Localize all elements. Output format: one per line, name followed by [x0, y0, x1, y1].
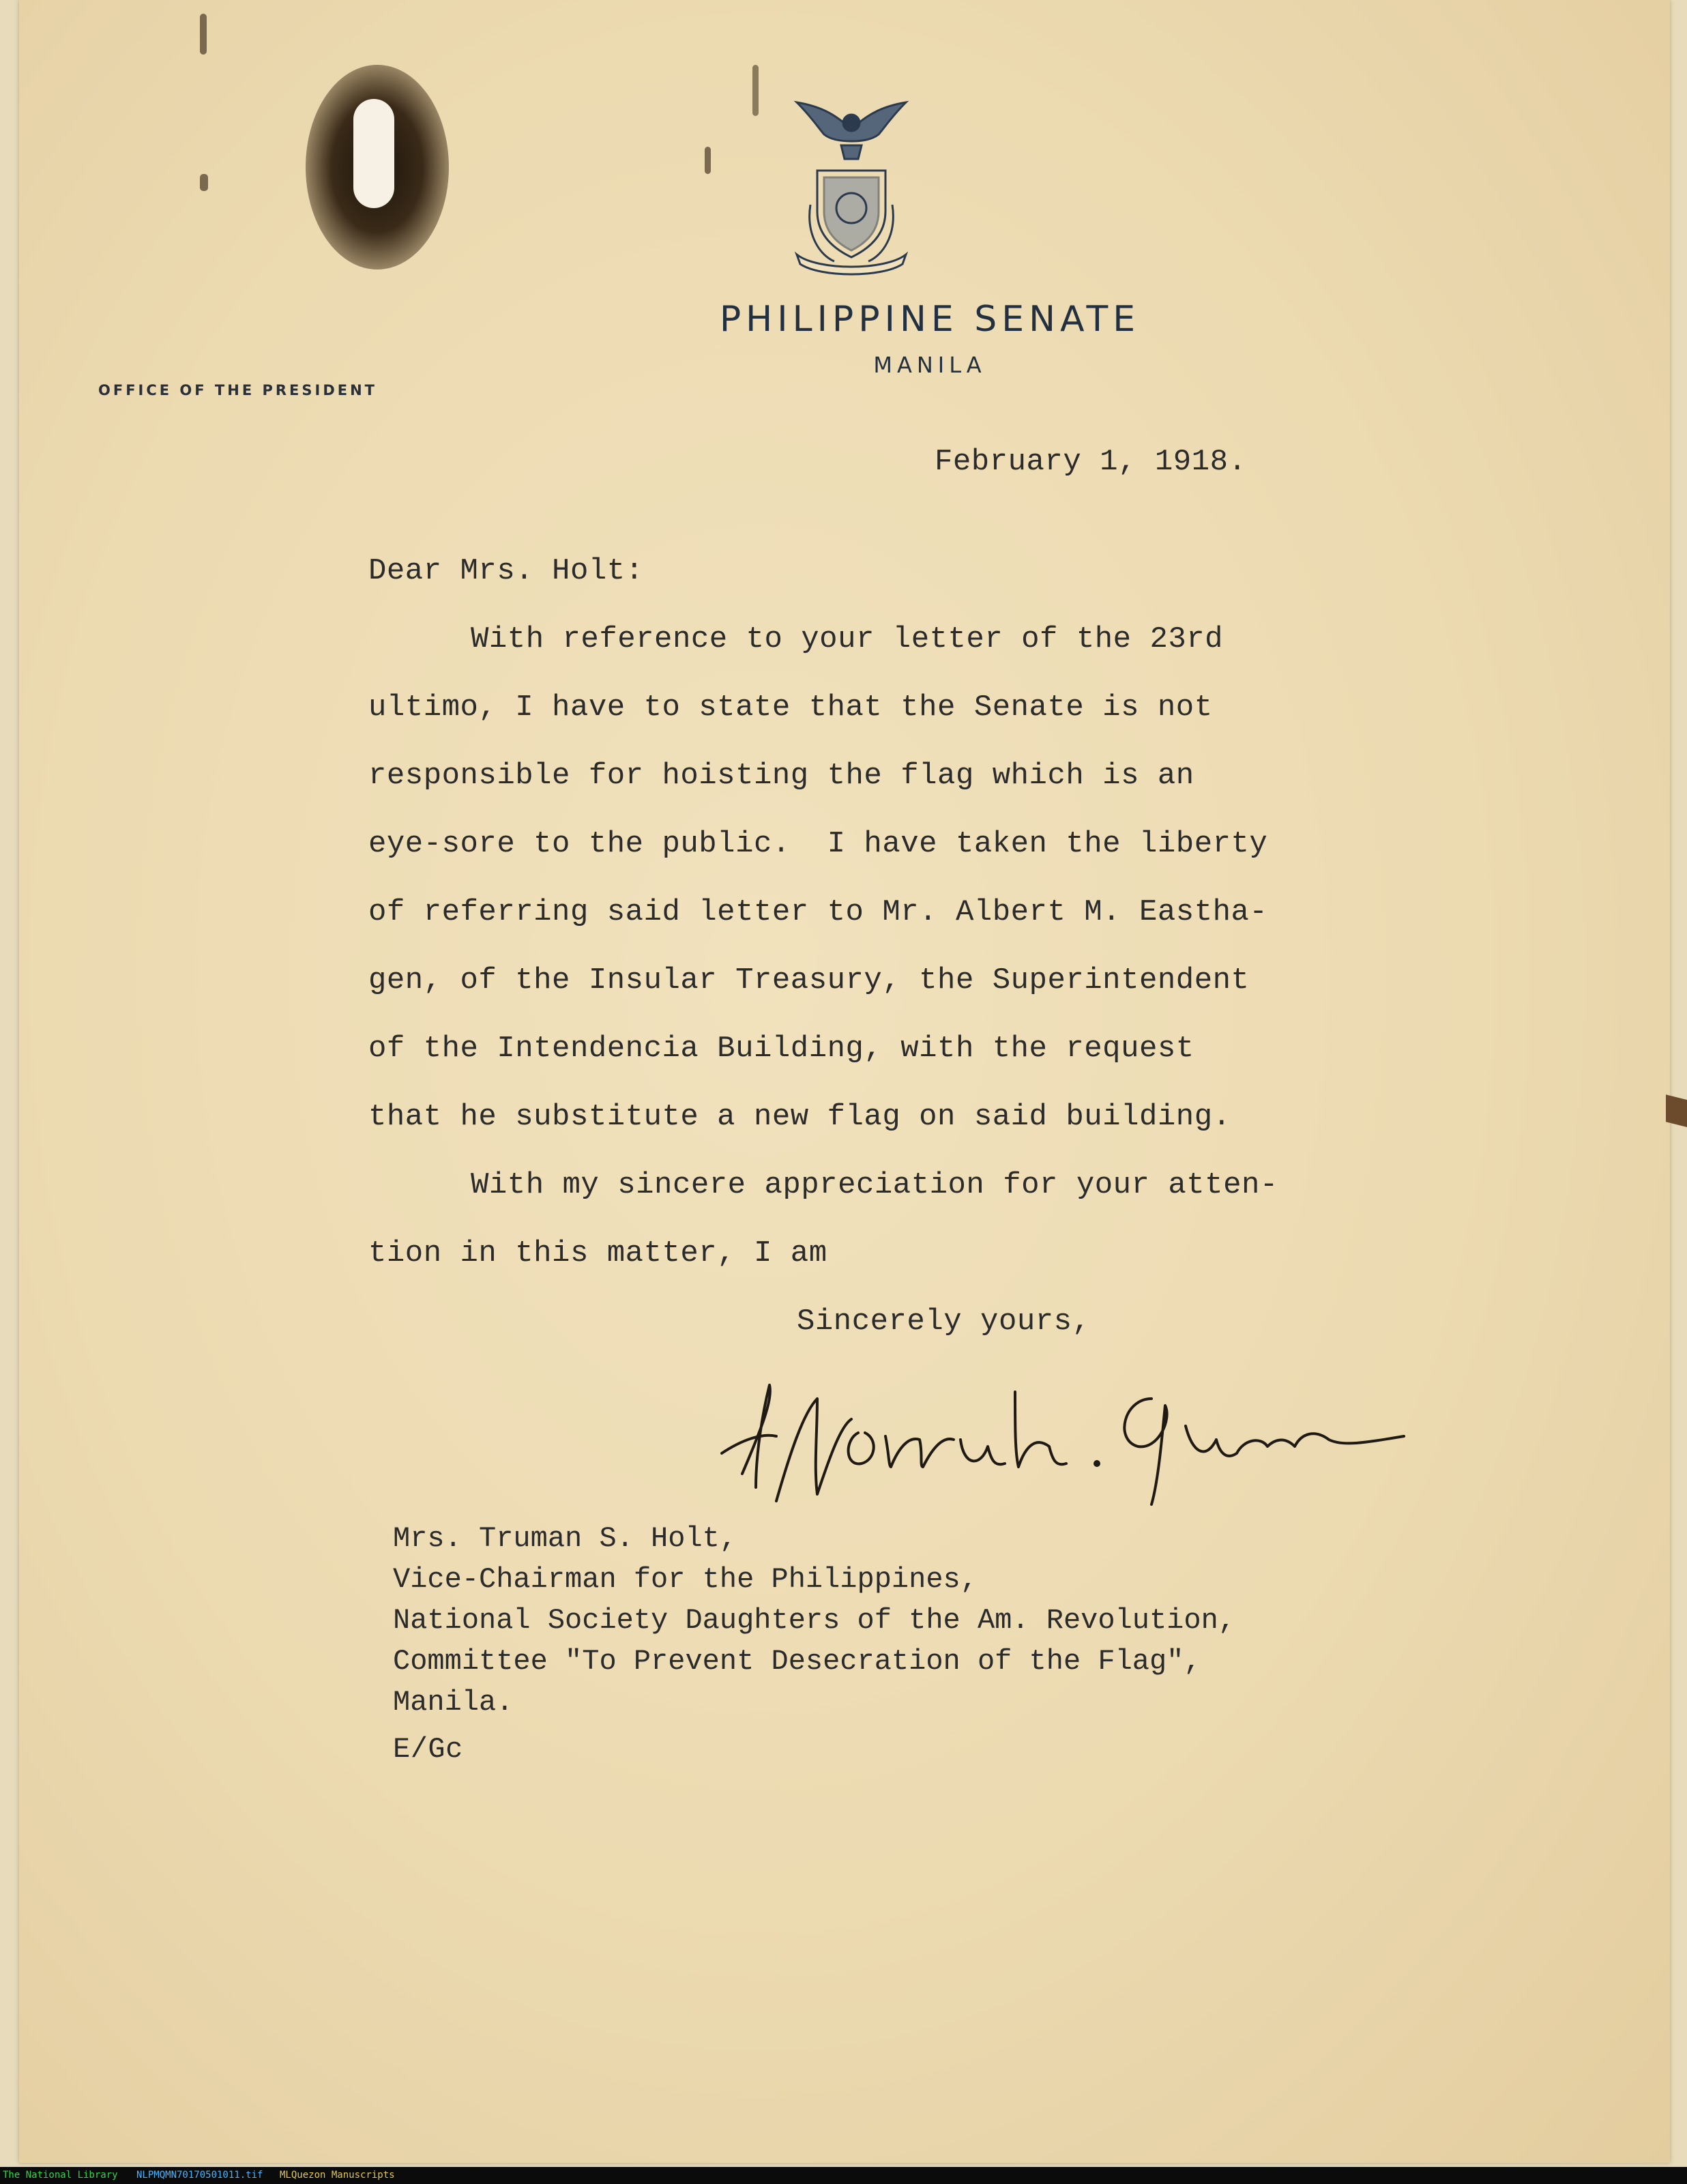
signature-image: [715, 1371, 1452, 1508]
ink-speck: [705, 147, 711, 174]
paper-tab: [1666, 1094, 1687, 1129]
addressee-line: Vice-Chairman for the Philippines,: [393, 1563, 978, 1596]
body-line: tion in this matter, I am: [368, 1236, 827, 1270]
ink-speck: [200, 14, 207, 55]
ink-speck: [752, 65, 759, 116]
letterhead-city: MANILA: [873, 352, 986, 378]
letter-page: [19, 0, 1670, 2163]
senate-seal-icon: [793, 92, 909, 276]
addressee-line: Committee "To Prevent Desecration of the Flag",: [393, 1645, 1201, 1678]
footer-library: The National Library: [3, 2170, 118, 2181]
addressee-block: [393, 1518, 1235, 1723]
salutation: Dear Mrs. Holt:: [368, 554, 644, 588]
body-line: that he substitute a new flag on said building.: [368, 1100, 1231, 1134]
body-line: of the Intendencia Building, with the request: [368, 1032, 1194, 1066]
office-label: OFFICE OF THE PRESIDENT: [98, 382, 378, 398]
addressee-line: National Society Daughters of the Am. Revolution,: [393, 1604, 1236, 1637]
body-line: With my sincere appreciation for your atten-: [471, 1168, 1278, 1202]
addressee-line: Manila.: [393, 1686, 514, 1719]
ink-speck: [200, 174, 208, 191]
closing: Sincerely yours,: [797, 1305, 1091, 1339]
archive-footer: [0, 2167, 1687, 2184]
burn-hole: [353, 99, 394, 208]
body-line: gen, of the Insular Treasury, the Superintendent: [368, 963, 1250, 998]
typist-initials: E/Gc: [393, 1733, 463, 1766]
addressee-line: Mrs. Truman S. Holt,: [393, 1522, 737, 1555]
body-line: of referring said letter to Mr. Albert M. Eastha-: [368, 895, 1268, 929]
footer-file: NLPMQMN70170501011.tif: [136, 2170, 263, 2181]
footer-collection: MLQuezon Manuscripts: [280, 2170, 395, 2181]
body-line: eye-sore to the public. I have taken the liberty: [368, 827, 1268, 861]
body-line: responsible for hoisting the flag which is an: [368, 759, 1194, 793]
letterhead-title: PHILIPPINE SENATE: [719, 299, 1141, 340]
letter-date: February 1, 1918.: [935, 445, 1247, 479]
body-line: With reference to your letter of the 23rd: [471, 622, 1224, 656]
body-line: ultimo, I have to state that the Senate is not: [368, 690, 1213, 725]
